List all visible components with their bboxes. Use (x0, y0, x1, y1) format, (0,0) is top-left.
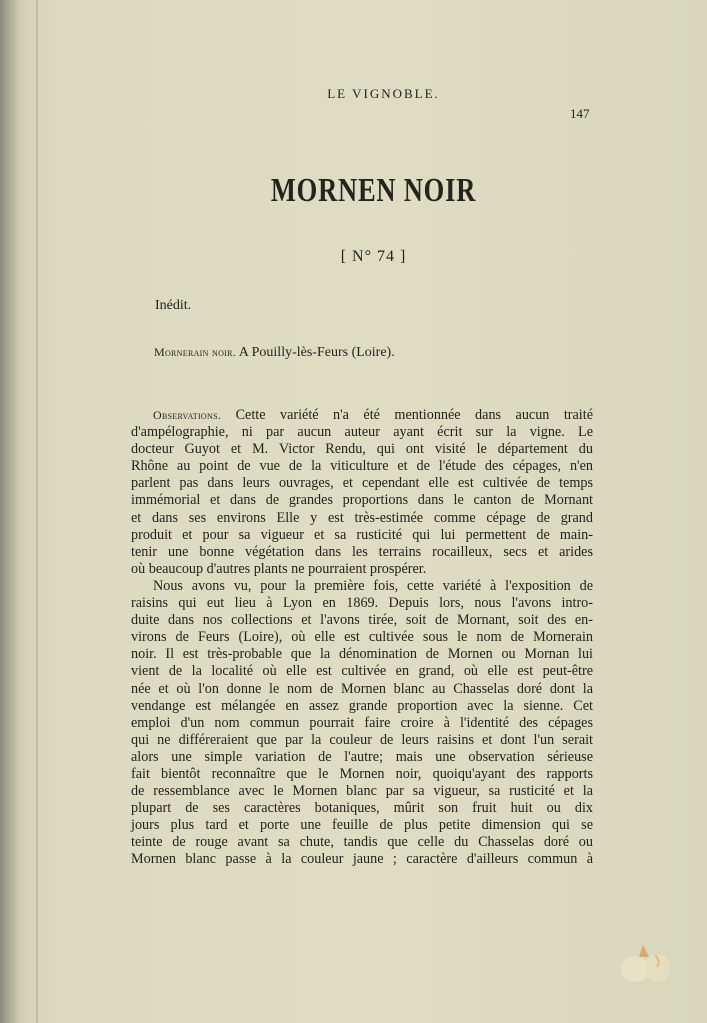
body-text (131, 407, 593, 869)
text-line: vendange est mélangée en assez grande proportion avec la sienne. Cet (131, 697, 593, 714)
observations-label: Observations. (153, 408, 222, 422)
text-line: immémorial et dans de grandes proportions dans le canton de Mornant (131, 492, 593, 509)
text-line: alors une simple variation de l'autre; mais une observation sérieuse (131, 748, 593, 765)
text-line: d'ampélographie, ni par aucun auteur ayant écrit sur la vigne. Le (131, 424, 593, 441)
text-line: emploi d'un nom commun pourrait faire croire à l'identité des cépages (131, 714, 593, 731)
page-fold-line (36, 0, 38, 1023)
text-line: plupart de ses caractères botaniques, mûrit son fruit huit ou dix (131, 800, 593, 817)
text-line: où beaucoup d'autres plants ne pourraient prospérer. (131, 560, 427, 577)
text-line: et dans ses environs Elle y est très-estimée comme cépage de grand (131, 509, 593, 526)
text-line: Rhône au point de vue de la viticulture et de l'étude des cépages, n'en (131, 458, 593, 475)
text-line: raisins qui eut lieu à Lyon en 1869. Depuis lors, nous l'avons intro- (131, 595, 593, 612)
synonym-line (154, 345, 395, 361)
text-line: qui ne différeraient que par la couleur de leurs raisins et dont l'un serait (131, 731, 593, 748)
synonym-name: Mornerain noir. (154, 345, 237, 359)
text-line: parlent pas dans leurs ouvrages, et cependant elle est cultivée de temps (131, 475, 593, 492)
page-number: 147 (570, 106, 590, 121)
observations-first-line: Observations. Cette variété n'a été mentionnée dans aucun traité (153, 407, 593, 423)
text-line: virons de Feurs (Loire), où elle est cultivée sous le nom de Mornerain (131, 629, 593, 646)
text-line: docteur Guyot et M. Victor Rendu, qui ont visité le département du (131, 441, 593, 458)
text-line: née et où l'on donne le nom de Mornen blanc au Chasselas doré dont la (131, 680, 593, 697)
text-line: jours plus tard et porte une feuille de plus petite dimension qui se (131, 817, 593, 834)
text-line: produit et pour sa vigueur et sa rusticité qui lui permettent de main- (131, 526, 593, 543)
library-stamp-mark (615, 935, 677, 991)
inedit-label: Inédit. (155, 298, 192, 313)
text-line: de ressemblance avec le Mornen blanc par sa vigueur, sa rusticité et la (131, 783, 593, 800)
page-title: MORNEN NOIR (270, 172, 477, 209)
text-line: teinte de rouge avant sa chute, tandis que celle du Chasselas doré ou (131, 834, 593, 851)
running-head: LE VIGNOBLE. (327, 86, 440, 101)
text-line: Nous avons vu, pour la première fois, cette variété à l'exposition de (153, 577, 593, 594)
synonym-location: A Pouilly-lès-Feurs (Loire). (236, 345, 395, 360)
text-line: duite dans nos collections et l'avons tirée, soit de Mornant, soit des en- (131, 612, 593, 629)
text-line: tenir une bonne végétation dans les terrains rocailleux, secs et arides (131, 543, 593, 560)
text-line: Mornen blanc passe à la couleur jaune ; caractère d'ailleurs commun à (131, 851, 593, 868)
text-line: noir. Il est très-probable que la dénomination de Mornen ou Mornan lui (131, 646, 593, 663)
entry-number: [ N° 74 ] (340, 248, 407, 265)
book-spine-shadow (0, 0, 22, 1023)
text-line: vient de la localité où elle est cultivée en grand, où elle est peut-être (131, 663, 593, 680)
text-line: fait bientôt reconnaître que le Mornen noir, quoiqu'ayant des rapports (131, 765, 593, 782)
